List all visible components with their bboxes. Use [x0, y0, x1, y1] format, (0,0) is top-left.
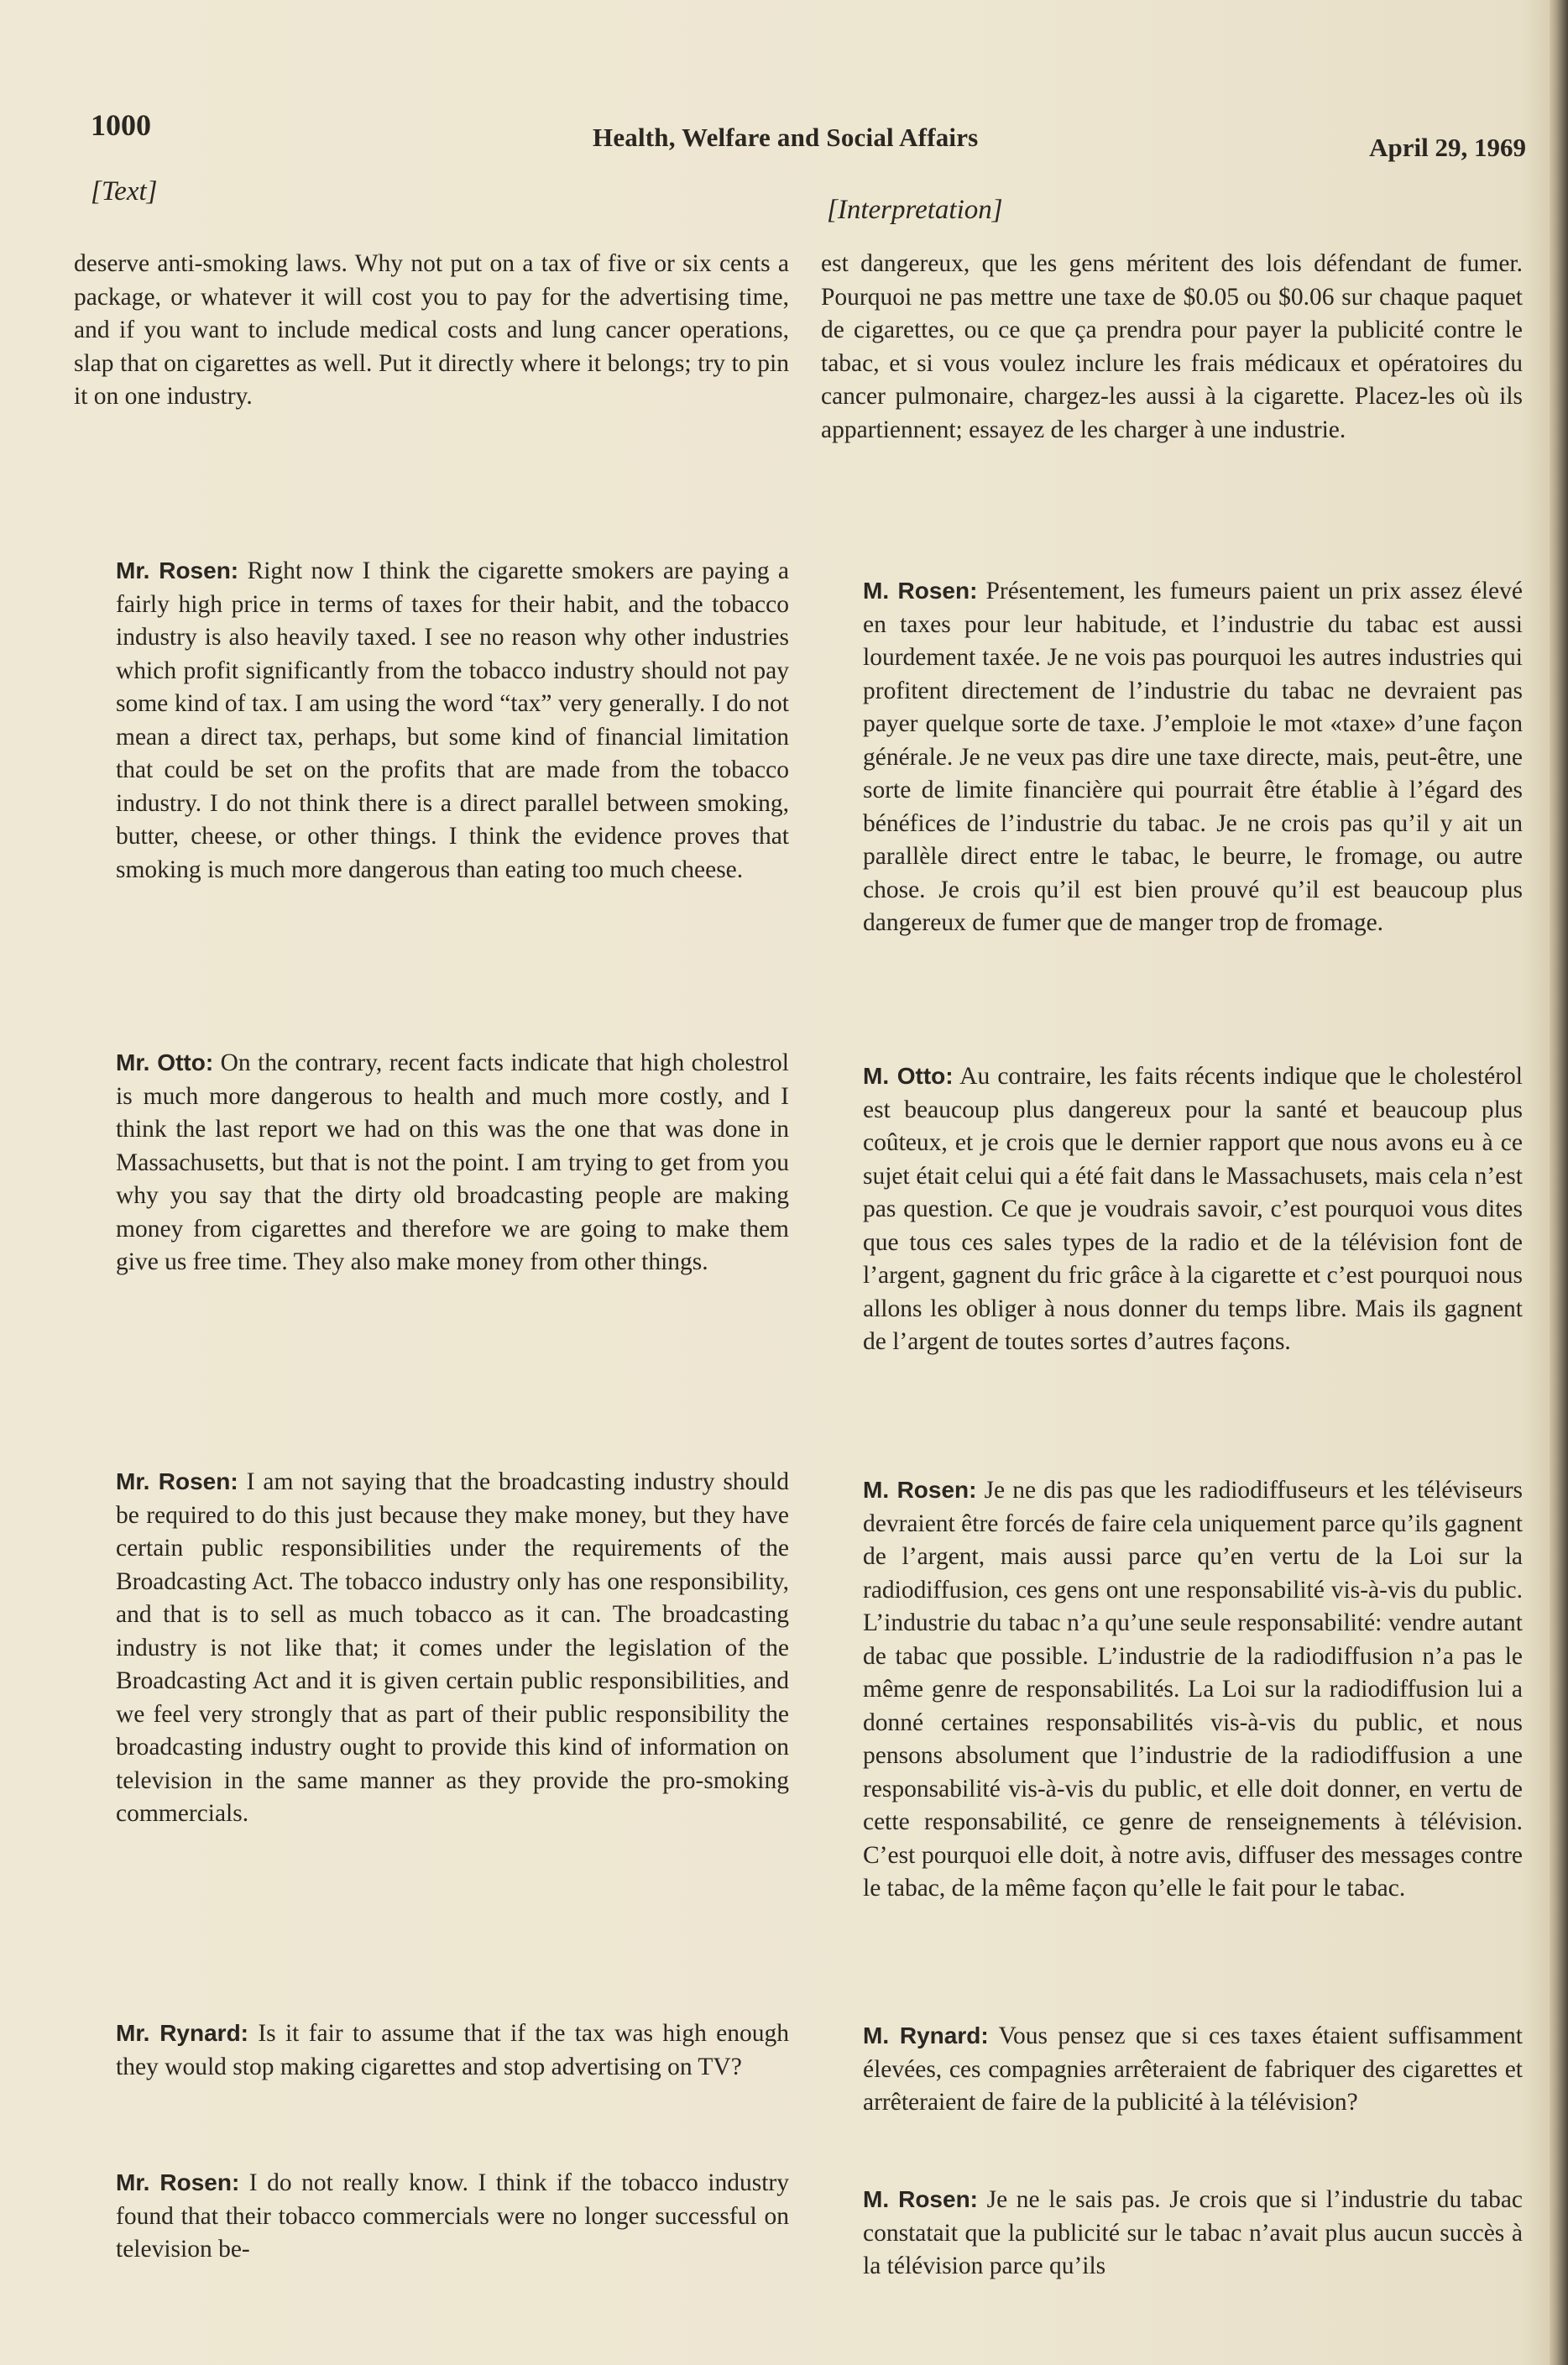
speaker-name: Mr. Rynard: [116, 2020, 248, 2046]
page-number: 1000 [91, 108, 151, 142]
paragraph-text: est dangereux, que les gens méritent des lois défendant de fumer. Pourquoi ne pas mettre une taxe de $0.05 ou $0.06 sur chaque paquet de cigarettes, ou ce que ça prendra pour payer la publicité contre le tabac, et si vous voulez inclure les frais médicaux et opératoires du cancer pulmonaire, chargez-les aussi à la cigarette. Placez-les où ils appartiennent; essayez de les charger à une industrie. [821, 250, 1523, 443]
paragraph-text: Vous pensez que si ces taxes étaient suffisamment élevées, ces compagnies arrêteraient de fabriquer des cigarettes et arrêteraient de faire de la publicité à la télévision? [863, 2022, 1524, 2116]
paragraph-text: Right now I think the cigarette smokers are paying a fairly high price in terms of taxes for their habit, and the tobacco industry is also heavily taxed. I see no reason why other industries which profit significantly from the tobacco industry should not pay some kind of tax. I am using the word “tax” very generally. I do not mean a direct tax, perhaps, but some kind of financial limitation that could be set on the profits that are made from the tobacco industry. I do not think there is a direct parallel between smoking, butter, cheese, or other things. I think the evidence proves that smoking is much more dangerous than eating too much cheese. [116, 557, 789, 883]
column-label-text: [Text] [91, 176, 158, 207]
speaker-name: M. Rynard: [863, 2022, 989, 2048]
paragraph [821, 1473, 1523, 1906]
paragraph-text: Je ne le sais pas. Je crois que si l’industrie du tabac constatait que la publicité sur le tabac n’avait plus aucun succès à la télévision parce qu’ils [863, 2186, 1524, 2279]
speaker-name: M. Rosen: [863, 578, 978, 604]
running-date: April 29, 1969 [1369, 133, 1526, 162]
speaker-name: Mr. Otto: [116, 1049, 214, 1075]
paragraph [821, 1060, 1523, 1359]
paragraph-text: Je ne dis pas que les radiodiffuseurs et les téléviseurs devraient être forcés de faire cela uniquement parce qu’ils gagnent de l’argent, mais aussi parce qu’en vertu de la Loi sur la radiodiffusion, ces gens ont une responsabilité vis-à-vis du public. L’industrie du tabac n’a qu’une seule responsabilité: vendre autant de tabac que possible. L’industrie de la radiodiffusion n’a pas le même genre de responsabilités. La Loi sur la radiodiffusion lui a donné certaines responsabilités vis-à-vis du public, et nous pensons absolument que l’industrie de la radiodiffusion a une responsabilité vis-à-vis du public, et elle doit donner, en vertu de cette responsabilité, ce genre de renseignements à télévision. C’est pourquoi elle doit, à notre avis, diffuser des messages contre le tabac, de la même façon qu’elle le fait pour le tabac. [863, 1477, 1524, 1902]
paragraph [821, 248, 1523, 447]
paragraph-text: Présentement, les fumeurs paient un prix assez élevé en taxes pour leur habitude, et l’industrie du tabac est aussi lourdement taxée. Je ne vois pas pourquoi les autres industries qui profitent directement de l’industrie du tabac ne devraient pas payer quelque sorte de taxe. J’emploie le mot «taxe» d’une façon générale. Je ne veux pas dire une taxe directe, mais, peut-être, une sorte de limite financière qui pourrait être établie à l’égard des bénéfices de l’industrie du tabac. Je ne crois pas qu’il y ait un parallèle direct entre le tabac, le beurre, le fromage, ou autre chose. Je crois qu’il est bien prouvé qu’il est beaucoup plus dangereux de fumer que de manger trop de fromage. [863, 578, 1523, 936]
speaker-name: M. Rosen: [863, 1477, 977, 1503]
speaker-name: M. Rosen: [863, 2186, 979, 2212]
page-binding-edge [1550, 0, 1568, 2365]
paragraph-text: deserve anti-smoking laws. Why not put on a tax of five or six cents a package, or whatever it will cost you to pay for the advertising time, and if you want to include medical costs and lung cancer operations, slap that on cigarettes as well. Put it directly where it belongs; try to pin it on one industry. [74, 250, 789, 410]
speaker-name: Mr. Rosen: [116, 2169, 240, 2195]
paragraph [821, 574, 1523, 940]
speaker-name: M. Otto: [863, 1063, 954, 1089]
paragraph [74, 248, 789, 414]
speaker-name: Mr. Rosen: [116, 557, 239, 583]
paragraph [74, 1046, 789, 1279]
running-header [91, 107, 1534, 166]
paragraph [74, 554, 789, 887]
column-label-interpretation: [Interpretation] [827, 195, 1003, 225]
paragraph [74, 1465, 789, 1831]
paragraph [74, 2017, 789, 2084]
speaker-name: Mr. Rosen: [116, 1468, 238, 1494]
paragraph-text: On the contrary, recent facts indicate that high cholestrol is much more dangerous to health and much more costly, and I think the last report we had on this was the one that was done in Massachusetts, but that is not the point. I am trying to get from you why you say that the dirty old broadcasting people are making money from cigarettes and therefore we are going to make them give us free time. They also make money from other things. [116, 1049, 790, 1275]
running-title: Health, Welfare and Social Affairs [593, 123, 979, 152]
paragraph-text: Is it fair to assume that if the tax was high enough they would stop making cigarettes and stop advertising on TV? [116, 2020, 789, 2080]
paragraph [74, 2166, 789, 2267]
paragraph-text: Au contraire, les faits récents indique que le cholestérol est beaucoup plus dangereux pour la santé et beaucoup plus coûteux, et je crois que le dernier rapport que nous avons eu à ce sujet était celui qui a été fait dans le Massachusets, mais cela n’est pas question. Ce que je voudrais savoir, c’est pourquoi vous dites que tous ces sales types de la radio et de la télévision font de l’argent, gagnent du fric grâce à la cigarette et c’est pourquoi nous allons les obliger à nous donner du temps libre. Mais ils gagnent de l’argent de toutes sortes d’autres façons. [863, 1063, 1523, 1355]
paragraph-text: I am not saying that the broadcasting industry should be required to do this just because they make money, but they have certain public responsibilities under the requirements of the Broadcasting Act. The tobacco industry only has one responsibility, and that is to sell as much tobacco as it can. The broadcasting industry is not like that; it comes under the legislation of the Broadcasting Act and it is given certain public responsibilities, and we feel very strongly that as part of their public responsibility the broadcasting industry ought to provide this kind of information on television in the same manner as they provide the pro-smoking commercials. [116, 1468, 790, 1827]
paragraph [821, 2183, 1523, 2284]
paragraph [821, 2019, 1523, 2120]
paragraph-text: I do not really know. I think if the tobacco industry found that their tobacco commercials were no longer successful on television be- [116, 2169, 789, 2263]
